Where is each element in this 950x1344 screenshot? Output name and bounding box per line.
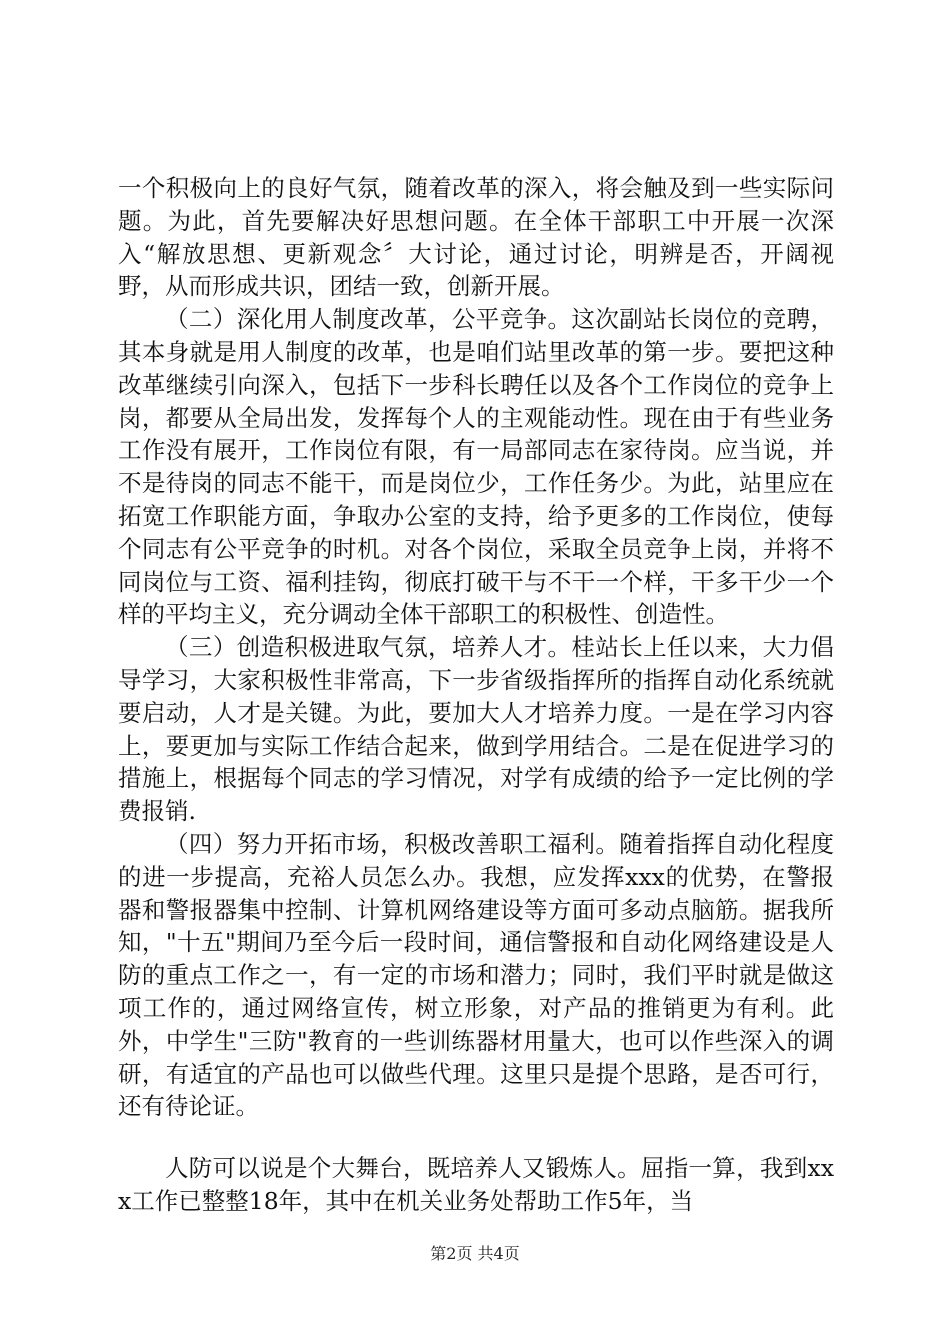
paragraph-section-2: （二）深化用人制度改革，公平竞争。这次副站长岗位的竞聘，其本身就是用人制度的改革，也是咱们站里改革的第一步。要把这种改革继续引向深入，包括下一步科长聘任以及各个工作岗位的竞争上岗，都要从全局出发，发挥每个人的主观能动性。现在由于有些业务工作没有展开，工作岗位有限，有一局部同志在家待岗。应当说，并不是待岗的同志不能干，而是岗位少，工作任务少。为此，站里应在拓宽工作职能方面，争取办公室的支持，给予更多的工作岗位，使每个同志有公平竞争的时机。对各个岗位，采取全员竞争上岗，并将不同岗位与工资、福利挂钩，彻底打破干与不干一个样，干多干少一个样的平均主义，充分调动全体干部职工的积极性、创造性。 <box>118 305 834 629</box>
paragraph-section-3: （三）创造积极进取气氛，培养人才。桂站长上任以来，大力倡导学习，大家积极性非常高，下一步省级指挥所的指挥自动化系统就要启动，人才是关键。为此，要加大人才培养力度。一是在学习内容上，要更加与实际工作结合起来，做到学用结合。二是在促进学习的措施上，根据每个同志的学习情况，对学有成绩的给予一定比例的学费报销. <box>118 633 834 826</box>
paragraph-closing: 人防可以说是个大舞台，既培养人又锻炼人。屈指一算，我到xxx工作已整整18年，其中在机关业务处帮助工作5年，当 <box>118 1154 834 1215</box>
page-number-footer: 第2页 共4页 <box>430 1244 520 1263</box>
document-body <box>118 172 834 1218</box>
paragraph-continuation: 一个积极向上的良好气氛，随着改革的深入，将会触及到一些实际问题。为此，首先要解决好思想问题。在全体干部职工中开展一次深入“解放思想、更新观念〞大讨论，通过讨论，明辨是否，开阔视野，从而形成共识，团结一致，创新开展。 <box>118 174 834 301</box>
paragraph-section-4: （四）努力开拓市场，积极改善职工福利。随着指挥自动化程度的进一步提高，充裕人员怎么办。我想，应发挥xxx的优势，在警报器和警报器集中控制、计算机网络建设等方面可多动点脑筋。据我所知，"十五"期间乃至今后一段时间，通信警报和自动化网络建设是人防的重点工作之一，有一定的市场和潜力；同时，我们平时就是做这项工作的，通过网络宣传，树立形象，对产品的推销更为有利。此外，中学生"三防"教育的一些训练器材用量大，也可以作些深入的调研，有适宜的产品也可以做些代理。这里只是提个思路，是否可行，还有待论证。 <box>118 829 834 1121</box>
